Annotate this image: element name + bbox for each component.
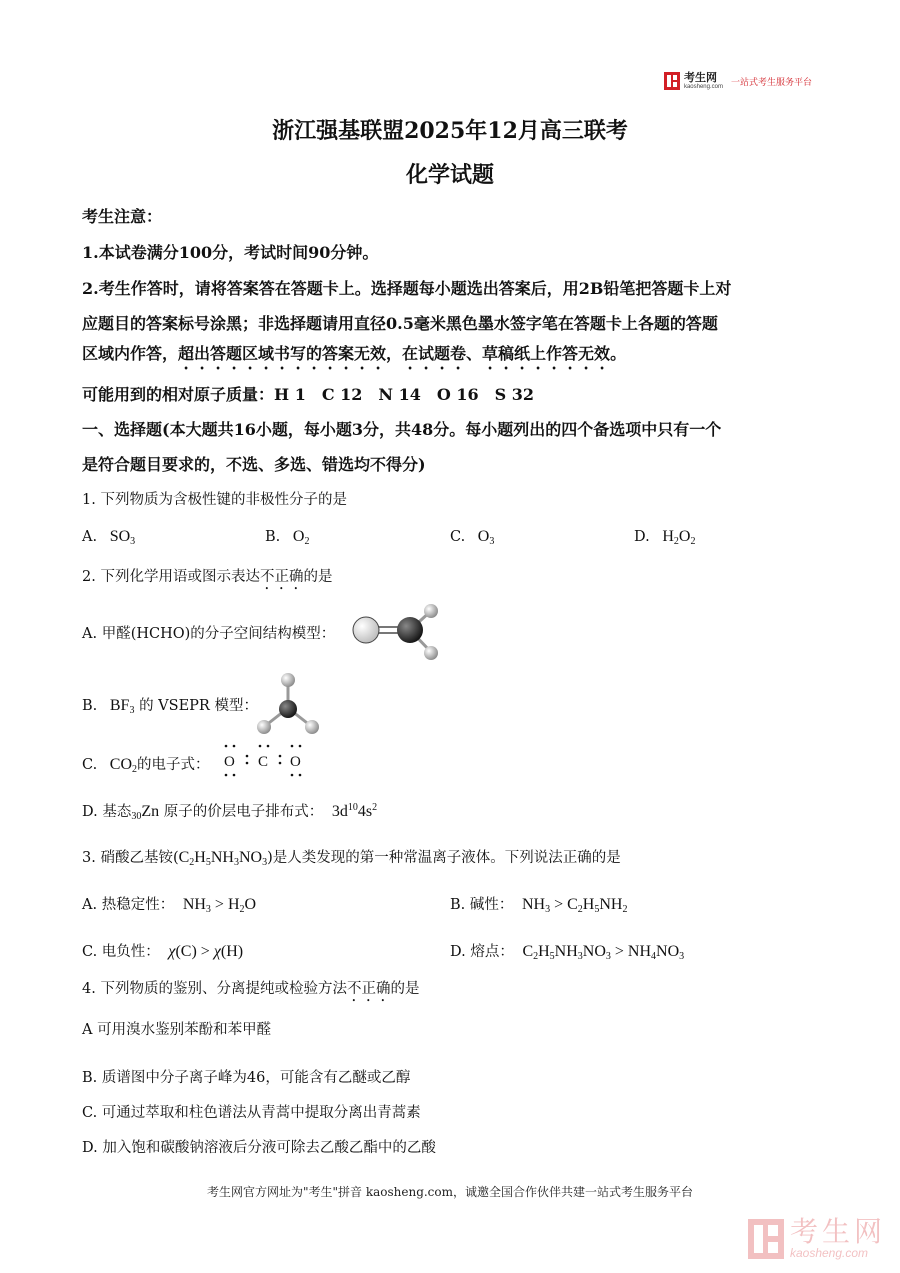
q3-option-c: C. 电负性： χ(C) > χ(H) — [82, 943, 244, 960]
atomic-masses: 可能用到的相对原子质量：H 1 C 12 N 14 O 16 S 32 — [82, 385, 535, 404]
watermark-logo-mark — [748, 1219, 784, 1259]
q3-option-a: A. 热稳定性： $NH_3 > H_2O$ — [82, 896, 257, 915]
section-1-line-1: 一、选择题(本大题共16小题，每小题3分，共48分。每小题列出的四个备选项中只有一个 — [82, 420, 722, 439]
notice-item-1: 1.本试卷满分100分，考试时间90分钟。 — [82, 243, 379, 262]
svg-text:O: O — [224, 754, 235, 770]
watermark-name: 考生网 — [789, 1216, 886, 1247]
emphasis-text: 超出答题区域书写的答案无效 — [178, 344, 387, 363]
q3-option-d: D. 熔点： $C_2H_5NH_3NO_3 > NH_4NO_3$ — [450, 943, 685, 962]
brand-name: 考生网 — [683, 71, 717, 84]
q4-option-c: C. 可通过萃取和柱色谱法从青蒿中提取分离出青蒿素 — [82, 1105, 421, 1121]
page-footer: 考生网官方网址为"考生"拼音 kaosheng.com，诚邀全国合作伙伴共建一站式考生服务平台 — [206, 1185, 694, 1199]
notice-item-2-line-2: 应题目的答案标号涂黑；非选择题请用直径0.5毫米黑色墨水签字笔在答题卡上各题的答题 — [82, 314, 718, 333]
watermark-domain: kaosheng.com — [789, 1246, 869, 1260]
emphasis-text: 不正确 — [259, 569, 304, 585]
notice-item-2-line-3: 区域内作答，超出答题区域书写的答案无效，在试题卷、草稿纸上作答无效。 — [82, 344, 627, 363]
svg-text:O: O — [290, 754, 301, 770]
q2-option-d: D. 基态$_{30}$Zn 原子的价层电子排布式： $3d^{10}4s^2$ — [82, 802, 378, 822]
bf3-vsepr-model-figure — [250, 668, 325, 740]
notice-item-2-line-1: 2.考生作答时，请将答案答在答题卡上。选择题每小题选出答案后，用2B铅笔把答题卡上对 — [82, 279, 732, 298]
carbon-atom — [397, 617, 423, 643]
co2-electron-formula-figure — [222, 738, 308, 780]
q2-option-c: C. $CO_2$的电子式： — [82, 756, 210, 775]
fluorine-atom — [257, 720, 271, 734]
q2-option-b: B. $BF_3$ 的 VSEPR 模型： — [82, 697, 258, 716]
q4-option-a: A 可用溴水鉴别苯酚和苯甲醛 — [82, 1022, 272, 1038]
question-1-stem: 1. 下列物质为含极性键的非极性分子的是 — [82, 492, 347, 508]
q1-option-a: A. $SO_3$ — [82, 528, 136, 547]
q1-option-c: C. $O_3$ — [450, 528, 495, 547]
emphasis-text: 不正确 — [346, 981, 391, 997]
brand-logo-mark — [664, 72, 680, 90]
notice-heading: 考生注意： — [82, 207, 163, 226]
boron-atom — [279, 700, 297, 718]
q1-option-d: D. $H_2O_2$ — [634, 528, 696, 547]
section-1-line-2: 是符合题目要求的，不选、多选、错选均不得分) — [82, 455, 426, 474]
exam-subject: 化学试题 — [405, 162, 494, 188]
svg-text:C: C — [258, 754, 269, 770]
hydrogen-atom — [424, 604, 438, 618]
q2-option-a: A. 甲醛(HCHO)的分子空间结构模型： — [82, 626, 336, 642]
exam-title: 浙江强基联盟2025年12月高三联考 — [272, 118, 628, 144]
q1-option-b: B. $O_2$ — [265, 528, 310, 547]
fluorine-atom — [281, 673, 295, 687]
question-2-stem: 2. 下列化学用语或图示表达不正确的是 — [82, 569, 333, 585]
q4-option-d: D. 加入饱和碳酸钠溶液后分液可除去乙酸乙酯中的乙酸 — [82, 1140, 436, 1156]
brand-logo — [664, 72, 812, 90]
formaldehyde-model-figure — [348, 600, 443, 664]
q4-option-b: B. 质谱图中分子离子峰为46，可能含有乙醚或乙醇 — [82, 1070, 411, 1086]
brand-domain: kaosheng.com — [683, 83, 723, 90]
brand-watermark — [748, 1218, 886, 1260]
question-3-stem: 3. 硝酸乙基铵$(C_2H_5NH_3NO_3)$是人类发现的第一种常温离子液体。下列说法正确的是 — [82, 849, 621, 868]
emphasis-text: 在试题卷、草稿纸上作答无效 — [402, 344, 611, 363]
brand-slogan: 一站式考生服务平台 — [730, 76, 812, 87]
hydrogen-atom — [424, 646, 438, 660]
question-4-stem: 4. 下列物质的鉴别、分离提纯或检验方法不正确的是 — [82, 981, 420, 997]
q3-option-b: B. 碱性： $NH_3 > C_2H_5NH_2$ — [450, 896, 628, 915]
oxygen-atom — [353, 617, 379, 643]
fluorine-atom — [305, 720, 319, 734]
